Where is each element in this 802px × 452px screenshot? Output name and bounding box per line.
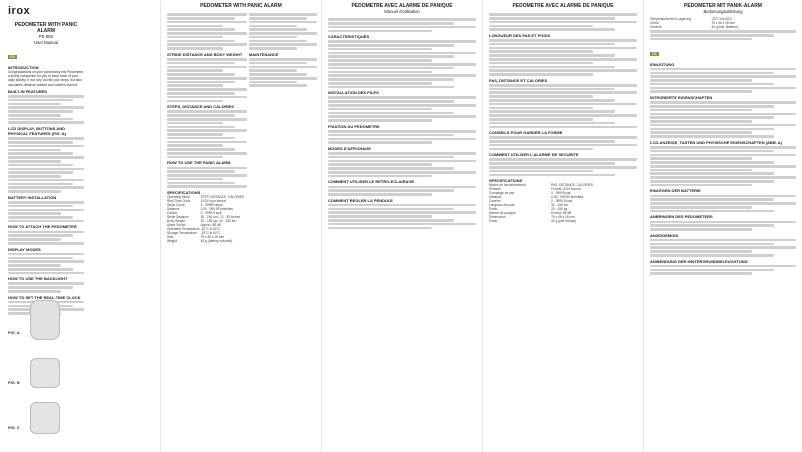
page-1-left-column — [8, 22, 84, 316]
section-heading: CARACTERISTIQUES — [328, 34, 370, 40]
spec-table — [167, 195, 247, 243]
spec-label: Poids — [489, 207, 497, 212]
language-badge-en: EN — [10, 55, 15, 59]
page-5-subtitle: Bedienungsanleitung — [703, 9, 743, 14]
spec-value: 12/24 hour format — [200, 199, 226, 204]
spec-value: 0.00 - 999.99 km/miles — [200, 207, 233, 212]
spec-row — [650, 25, 796, 29]
page-3 — [322, 0, 482, 452]
spec-label: Steps Count — [167, 203, 185, 208]
page-3-column — [328, 17, 476, 230]
spec-value: 40 g (pile incluse) — [551, 219, 577, 224]
spec-label: Storage Temperature — [167, 231, 197, 236]
spec-table — [489, 183, 637, 223]
spec-label: Longueur des pas — [489, 203, 515, 208]
spec-row — [167, 239, 247, 243]
section-heading: ANWENDUNG DER HINTERGRUNDBELEUCHTUNG — [650, 258, 748, 264]
spec-label: Calorie — [167, 211, 178, 216]
spec-value: 30 - 150 cm / 12 - 59 inches — [200, 215, 241, 220]
spec-value: 79 x 46 x 18 mm — [551, 215, 575, 220]
spec-label: Modes de fonctionnement — [489, 183, 526, 188]
section-heading: MAINTENANCE — [249, 51, 279, 57]
spec-label: Body Weight — [167, 219, 186, 224]
page-2 — [161, 0, 321, 452]
spec-label: Distance — [489, 195, 502, 200]
spec-label: Operating Mode — [167, 195, 190, 200]
spec-table — [650, 17, 796, 29]
spec-label: Weight — [167, 239, 177, 244]
page-4-column — [489, 12, 637, 223]
page-5 — [644, 0, 802, 452]
spec-value: 79 x 46 x 18 mm — [711, 21, 735, 25]
page-4-header: PEDOMETRE AVEC ALARME DE PANIQUE — [512, 3, 614, 9]
spec-label: Pendule — [489, 187, 501, 192]
section-heading: LCD-ANZEIGE, TASTEN UND PHYSISCHE EIGENSCHAFTEN (ABB. A) — [650, 139, 783, 145]
spec-label: Operation Temperature — [167, 227, 200, 232]
spec-label: Stride Distance — [167, 215, 189, 220]
spec-label: Calories — [489, 199, 501, 204]
language-badge-de: DE — [652, 51, 657, 56]
section-heading: FIXATION DU PEDOMETRE — [328, 123, 380, 129]
spec-label: Größe — [650, 21, 660, 25]
spec-value: Format 12/24 heures — [551, 187, 581, 192]
fig-a-label: FIG. A — [8, 330, 20, 335]
spec-label: Distance — [167, 207, 180, 212]
spec-value: -20°C bis 60°C — [711, 17, 733, 21]
spec-value: Approx. 85 dB — [200, 223, 221, 228]
spec-value: 40 g (inkl. Batterie) — [711, 25, 739, 29]
spec-value: 0 - 99999 pas — [551, 191, 571, 196]
spec-value: 40 g (battery included) — [200, 239, 233, 244]
spec-row — [489, 219, 637, 223]
page-5-column — [650, 17, 796, 276]
section-heading: HOW TO SET THE REAL-TIME CLOCK — [8, 294, 81, 300]
section-heading: COMMENT UTILISER L'ALARME DE SECURITE — [489, 152, 579, 158]
section-heading: SPECIFICATIONS — [167, 190, 201, 196]
section-heading: COMMENT UTILISER LE RETRO-ECLAIRAGE — [328, 179, 415, 185]
section-heading: DISPLAY MODES — [8, 246, 41, 252]
irox-logo: irox — [8, 5, 31, 17]
spec-label: Dimensions — [489, 215, 506, 220]
section-heading: HOW TO USE THE BACKLIGHT — [8, 276, 68, 282]
figure-b-battery — [30, 358, 60, 388]
spec-value: PAS, DISTANCE, CALORIES — [551, 183, 593, 188]
section-heading: INSTALLATION DES PILES — [328, 90, 379, 96]
spec-value: 79 x 46 x 18 mm — [200, 235, 225, 240]
page-3-header: PEDOMETRE AVEC ALARME DE PANIQUE — [351, 3, 453, 9]
section-heading: MODES D'AFFICHAGE — [328, 145, 371, 151]
spec-value: STEP, DISTANCE, CALORIES — [200, 195, 245, 200]
section-heading: LCD DISPLAY, BUTTONS AND PHYSICAL FEATURES (FIG. A) — [8, 126, 66, 137]
spec-label: Alarme de panique — [489, 211, 516, 216]
section-heading: INTEGRIERTE EIGENSCHAFTEN — [650, 95, 713, 100]
page-1 — [0, 0, 160, 452]
section-heading: CONSEILS POUR GARDER LA FORME — [489, 130, 563, 136]
section-heading: ANBRINGEN DES PEDOMETERS — [650, 214, 713, 220]
spec-value: 0 - 9999.9 kcal — [200, 211, 222, 216]
section-heading: EINLEGEN DER BATTERIE — [650, 188, 701, 194]
page-4 — [483, 0, 643, 452]
section-heading: HOW TO USE THE PANIC ALARM — [167, 160, 231, 166]
section-heading: BATTERY INSTALLATION — [8, 194, 57, 200]
product-title: PEDOMETER WITH PANIC ALARM — [14, 22, 78, 34]
spec-label: Size — [167, 235, 174, 240]
spec-label: Temperaturbereich Lagerung — [650, 17, 691, 21]
section-heading: EINLEITUNG — [650, 61, 675, 67]
section-heading: LONGUEUR DES PAS ET POIDS — [489, 32, 551, 38]
section-heading: BUILT-IN FEATURES — [8, 88, 47, 94]
spec-value: 0 - 99999 steps — [200, 203, 223, 208]
section-heading: COMMENT REGLER LA PENDULE — [328, 197, 393, 203]
spec-value: 0.00 - 999.99 km/miles — [551, 195, 584, 200]
section-heading: INTRODUCTION — [8, 65, 39, 70]
figure-a-pedometer-front — [30, 300, 60, 340]
section-heading: STEPS, DISTANCE AND CALORIES — [167, 104, 234, 110]
fig-c-label: FIG. C — [8, 425, 20, 430]
spec-label: Alarm Sound — [167, 223, 186, 228]
spec-label: Poids — [489, 219, 497, 224]
section-heading: ANZEIGEMODI — [650, 232, 679, 238]
spec-label: Real Time Clock — [167, 199, 191, 204]
spec-value: 20 - 150 kg / 44 - 330 lbs — [200, 219, 236, 224]
spec-value: 0 - 9999.9 kcal — [551, 199, 573, 204]
page-2-right-column — [249, 12, 317, 88]
spec-label: Gewicht — [650, 25, 662, 29]
spec-value: 30 - 150 cm — [551, 203, 568, 208]
spec-value: 20 - 150 kg — [551, 207, 568, 212]
manual-label: User Manual — [34, 39, 58, 45]
fig-b-label: FIG. B — [8, 380, 20, 385]
spec-value: -20°C to 60°C — [200, 231, 221, 236]
page-2-header: PEDOMETER WITH PANIC ALARM — [200, 3, 282, 9]
page-2-column — [167, 12, 247, 243]
model-number: PE-80S — [38, 34, 54, 39]
spec-label: Comptage de pas — [489, 191, 515, 196]
section-heading: STRIDE DISTANCE AND BODY WEIGHT — [167, 51, 243, 57]
spec-value: Environ 85 dB — [551, 211, 572, 216]
page-5-header: PEDOMETER MIT PANIK-ALARM — [684, 3, 762, 9]
intro-paragraph: Congratulations on your purchasing this Pedometer, a lovely companion for you to keep track of your daily activity. It not only counts your steps, but also calculates distance walked and calories burned. — [8, 70, 84, 87]
section-heading: PAS, DISTANCE ET CALORIES — [489, 77, 548, 83]
section-heading: SPECIFICATIONS — [489, 178, 523, 184]
page-3-subtitle: Manuel d'utilisation — [384, 9, 420, 14]
section-heading: HOW TO ATTACH THE PEDOMETER — [8, 224, 77, 230]
figure-c-belt-clip — [30, 402, 60, 434]
spec-value: -10°C to 60°C — [200, 227, 221, 232]
